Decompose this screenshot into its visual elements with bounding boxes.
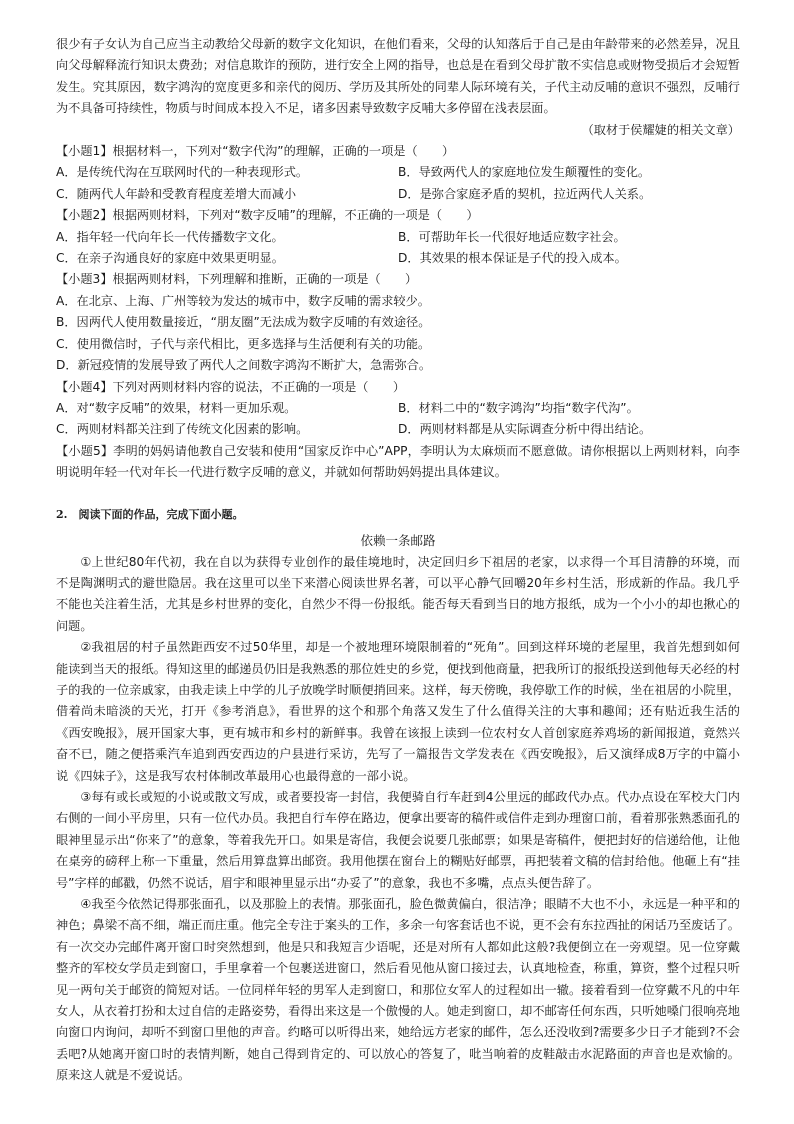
question-2-stem-pre: 【小题2】根据两则材料，下列对“数字反哺”的理解， <box>56 208 345 223</box>
question-2-option-b[interactable]: B．可帮助年长一代很好地适应数字社会。 <box>398 229 626 244</box>
question-4-option-a[interactable]: A．对“数字反哺”的效果，材料一更加乐观。 <box>56 400 297 415</box>
article-paragraph-1: ①上世纪80年代初，我在自以为获得专业创作的最佳境地时，决定回归乡下祖居的老家，以求得一个耳目清静的环境，而不是陶渊明式的避世隐居。我在这里可以坐下来潜心阅读世界名著，可以平心静气回嚼20年乡村生活，形成新的作品。我几乎不能也关注着生活，尤其是乡村世界的变化，自然少不得一份报纸。能否每天看到当日的地方报纸，成为一个小小的却也揪心的问题。 <box>56 554 740 633</box>
source-note: （取材于侯耀婕的相关文章） <box>581 122 740 137</box>
question-2-stem-post: 的一项是（ ） <box>381 208 479 223</box>
question-4-option-b[interactable]: B．材料二中的“数字鸿沟”均指“数字代沟”。 <box>398 400 639 415</box>
question-4 <box>56 377 740 441</box>
article-paragraph-2: ②我祖居的村子虽然距西安不过50华里，却是一个被地理环境限制着的“死角”。回到这样环境的老屋里，我首先想到如何能读到当天的报纸。得知这里的邮递员仍旧是我熟悉的那位姓史的乡党，便找到他商量，把我所订的报纸投送到他每天必经的村子的我的一位亲戚家，由我走读上中学的儿子放晚学时顺便捎回来。这样，每天傍晚，我停歇工作的时候，坐在祖居的小院里，借着尚未暗淡的天光，打开《参考消息》，看世界的这个和那个角落又发生了什么值得关注的大事和趣闻；还有贴近我生活的《西安晚报》，展开国家大事，更有城市和乡村的新鲜事。我曾在该报上读到一位农村女人首创家庭养鸡场的新闻报道，竟然兴奋不已，随之便搭乘汽车追到西安西边的户县进行采访，先写了一篇报告文学发表在《西安晚报》，后又演绎成8万字的中篇小说《四妹子》，这是我写农村体制改革最用心也最得意的一部小说。 <box>56 640 740 783</box>
question-4-stem-post: 的一项是（ ） <box>307 379 406 394</box>
section-2-heading: 2. 阅读下面的作品，完成下面小题。 <box>56 507 244 521</box>
question-4-stem-pre: 【小题4】下列对两则材料内容的说法， <box>56 379 271 394</box>
question-3 <box>56 269 740 376</box>
article-paragraph-3: ③每有或长或短的小说或散文写成，或者要投寄一封信，我便骑自行车赶到4公里远的邮政代办点。代办点设在军校大门内右侧的一间小平房里，只有一位代办员。我把自行车停在路边，便拿出要寄的稿件或信件走到办理窗口前，看着那张熟悉面孔的眼神里显示出“你来了”的意象，等着我先开口。如果是寄信，我便会说要几张邮票；如果是寄稿件，便把封好的信递给他，让他在桌旁的磅秤上称一下重量，然后用算盘算出邮资。我用他摆在窗台上的糊贴好邮票，再把装着文稿的信封给他。他砸上有“挂号”字样的邮戳，仍然不说话，眉宇和眼神里显示出“办妥了”的意象，我也不多嘴，点点头便告辞了。 <box>56 790 740 890</box>
question-3-stem: 【小题3】根据两则材料，下列理解和推断，正确的一项是（ ） <box>56 272 418 287</box>
question-3-option-b[interactable]: B．因两代人使用数量接近，“朋友圈”无法成为数字反哺的有效途径。 <box>56 315 431 330</box>
question-1-option-d[interactable]: D．是弥合家庭矛盾的契机，拉近两代人关系。 <box>398 186 652 201</box>
question-2-emphasis: 不正确 <box>344 208 382 223</box>
question-3-option-a[interactable]: A．在北京、上海、广州等较为发达的城市中，数字反哺的需求较少。 <box>56 293 430 308</box>
question-4-stem <box>56 377 740 398</box>
question-2 <box>56 205 740 269</box>
question-1-option-a[interactable]: A．是传统代沟在互联网时代的一种表现形式。 <box>56 165 309 180</box>
question-3-option-d[interactable]: D．新冠疫情的发展导致了两代人之间数字鸿沟不断扩大，急需弥合。 <box>56 358 432 373</box>
article-paragraph-4: ④我至今依然记得那张面孔，以及那脸上的表情。那张面孔，脸色微黄偏白，很洁净；眼睛不大也不小，永远是一种平和的神色；鼻梁不高不细，端正而庄重。他完全专注于案头的工作，多余一句客套话也不说，更不会有东拉西扯的闲话乃至废话了。有一次交办完邮件离开窗口时突然想到，他是只和我短言少语呢，还是对所有人都如此这般?我便倒立在一旁观望。见一位穿戴整齐的军校女学员走到窗口，手里拿着一个包裹送进窗口，然后看见他从窗口接过去，认真地检查，称重，算资，整个过程只听见一两句关于邮资的简短对话。一位同样年轻的男军人走到窗口，和那位女军人的过程如出一辙。接着看到一位穿戴不凡的中年女人，从衣着打扮和太过自信的走路姿势，看得出来这是一个傲慢的人。她走到窗口，却不邮寄任何东西，只听她嗓门很响亮地向窗口内询问，却听不到窗口里他的声音。约略可以听得出来，她给远方老家的邮件，怎么还没收到?需要多少日子才能到?不会丢吧?从她离开窗口时的表情判断，她自己得到肯定的、可以放心的答复了，吡当响着的皮鞋敲击水泥路面的声音也是欢愉的。原来这人就是不爱说话。 <box>56 897 740 1083</box>
question-3-option-c[interactable]: C．使用微信时，子代与亲代相比，更多选择与生活便利有关的功能。 <box>56 336 431 351</box>
document-page <box>56 34 740 1087</box>
question-1-option-c[interactable]: C．随两代人年龄和受教育程度差增大而减小 <box>56 186 297 201</box>
question-1 <box>56 141 740 205</box>
intro-paragraph: 很少有子女认为自己应当主动教给父母新的数字文化知识，在他们看来，父母的认知落后于自己是由年龄带来的必然差异，况且向父母解释流行知识太费劲；对信息欺诈的预防，进行安全上网的指导，也总是在看到父母扩散不实信息或财物受损后才会短暂发生。究其原因，数字鸿沟的宽度更多和亲代的阅历、学历及其所处的同辈人际环境有关，子代主动反哺的意识不强烈，反哺行为不具备可持续性，物质与时间成本投入不足，诸多因素导致数字反哺大多停留在浅表层面。 <box>56 37 740 116</box>
question-2-stem <box>56 205 740 226</box>
article-title: 依赖一条邮路 <box>360 532 436 548</box>
question-4-emphasis: 不正确 <box>270 379 308 394</box>
question-5: 【小题5】李明的妈妈请他教自己安装和使用“国家反诈中心”APP，李明认为太麻烦而不愿意做。请你根据以上两则材料，向李明说明年轻一代对年长一代进行数字反哺的意义，并就如何帮助妈妈提出具体建议。 <box>56 443 740 480</box>
question-1-stem: 【小题1】根据材料一，下列对“数字代沟”的理解，正确的一项是（ ） <box>56 144 455 159</box>
question-1-option-b[interactable]: B．导致两代人的家庭地位发生颠覆性的变化。 <box>398 165 651 180</box>
question-2-option-a[interactable]: A．指年轻一代向年长一代传播数字文化。 <box>56 229 284 244</box>
question-4-option-c[interactable]: C．两则材料都关注到了传统文化因素的影响。 <box>56 422 309 437</box>
question-2-option-c[interactable]: C．在亲子沟通良好的家庭中效果更明显。 <box>56 251 284 266</box>
question-4-option-d[interactable]: D．两则材料都是从实际调查分析中得出结论。 <box>398 422 652 437</box>
question-2-option-d[interactable]: D．其效果的根本保证是子代的投入成本。 <box>398 251 627 266</box>
